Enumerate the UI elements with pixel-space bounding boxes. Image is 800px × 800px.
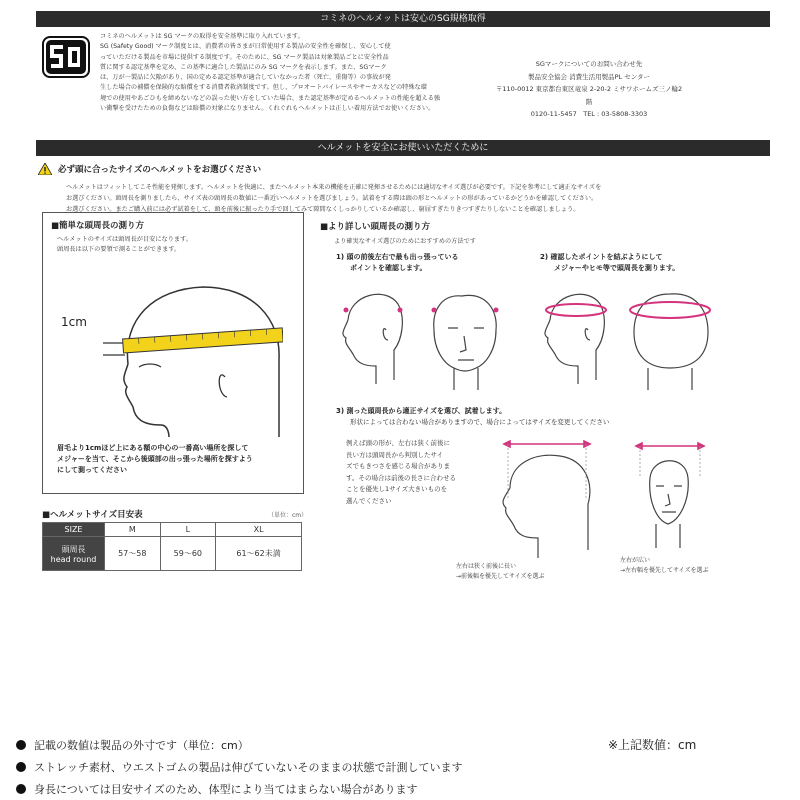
note-text: 記載の数値は製品の外寸です（単位：cm） xyxy=(34,739,249,752)
head-profile-illustration xyxy=(103,259,283,437)
warning-text-line: お選びください。頭周長を測りましたら、サイズ表の頭周長の数値に一番近いヘルメットを選びましょう。試着をする際は頭の形とヘルメットの形があっているかどうかを確認してください。 xyxy=(66,195,598,202)
sg-text-line: っていただける製品を市場に提供する制度です。そのために、SG マーク製品は対象製品ごとに安全性品 xyxy=(100,53,389,61)
simple-sub-line: 頭周長は以下の要領で測ることができます。 xyxy=(57,246,181,253)
step-1-line: ポイントを確認します。 xyxy=(350,264,427,272)
warning-row xyxy=(38,163,261,175)
simple-note-line: にして測ってください xyxy=(57,466,127,474)
simple-subtitle xyxy=(57,235,192,255)
step-3-heads-illustration xyxy=(490,438,740,568)
caption-line: 左右は狭く前後に長い xyxy=(456,563,517,570)
sg-text-line: コミネのヘルメットは SG マークの取得を安全基準に取り入れています。 xyxy=(100,33,304,40)
cm-label: 1cm xyxy=(61,315,87,329)
step-heads-illustration xyxy=(336,280,740,398)
caption-line: 左右が広い xyxy=(620,557,651,564)
warning-icon xyxy=(38,163,52,175)
head-round-label xyxy=(43,537,105,571)
note-item xyxy=(16,778,786,800)
warning-text xyxy=(66,182,746,215)
head-round-l: 59〜60 xyxy=(160,537,216,571)
size-header-l: L xyxy=(160,523,216,537)
size-header-m: M xyxy=(105,523,161,537)
sg-contact xyxy=(494,58,684,121)
bullet-icon xyxy=(16,740,26,750)
sg-text-line: 生した場合の補償を保険的な賠償をする消費者救済制度です。但し、プロオートバイレースやサーカスなどの特殊な環 xyxy=(100,84,427,92)
simple-note-line: 眉毛より1cmほど上にある額の中心の一番高い場所を探して xyxy=(57,444,249,452)
simple-sub-line: ヘルメットのサイズは頭周長が目安になります。 xyxy=(57,236,192,243)
sg-text-line: SG (Safety Good) マーク制度とは、消費者の皆さまが日常使用する製品の安全性を確保し、安心して使 xyxy=(100,43,391,51)
step-3-line: 形状によっては合わない場合がありますので、場合によってはサイズを変更してください xyxy=(350,418,610,426)
head-round-row xyxy=(43,537,302,571)
size-table xyxy=(42,522,302,571)
size-table-title: ■ヘルメットサイズ目安表 xyxy=(42,510,143,520)
safety-banner: ヘルメットを安全にお使いいただくために xyxy=(36,140,770,156)
head-round-m: 57〜58 xyxy=(105,537,161,571)
sg-text-line: い衝撃を受けたための負傷などは賠償の対象になりません。くれぐれもヘルメットは正しい着用方法でお使いください。 xyxy=(100,105,435,113)
note-item xyxy=(16,756,786,778)
simple-measurement-panel xyxy=(42,212,304,494)
caption-line: →前後幅を優先してサイズを選ぶ xyxy=(456,573,545,580)
size-table-unit: （単位：cm） xyxy=(268,512,308,519)
bullet-icon xyxy=(16,762,26,772)
warning-title: 必ず頭に合ったサイズのヘルメットをお選びください xyxy=(58,165,262,175)
simple-title: ■簡単な頭周長の測り方 xyxy=(51,221,145,231)
step-3-note-line: ことを優先し1サイズ大きいものを xyxy=(346,485,448,493)
note-text: 身長については目安サイズのため、体型により当てはまらない場合があります xyxy=(34,783,418,796)
step-3-note xyxy=(346,438,496,507)
step-3 xyxy=(336,406,716,428)
step-3-note-line: 例えば頭の形が、左右は狭く前後に xyxy=(346,439,450,447)
head-round-xl: 61〜62未満 xyxy=(216,537,302,571)
step-3-note-line: 選んでください xyxy=(346,496,392,505)
step-1 xyxy=(336,252,459,274)
caption-wide-head xyxy=(620,556,709,576)
simple-note xyxy=(57,443,297,476)
unit-note: ※上記数値：cm xyxy=(608,738,697,752)
head-round-label-jp: 頭周長 xyxy=(61,544,86,554)
caption-line: →左右幅を優先してサイズを選ぶ xyxy=(620,567,709,574)
caption-narrow-head xyxy=(456,562,545,582)
sg-text-line: は、万が一製品に欠陥があり、国の定める認定基準が適合していなかった者（死亡、重傷等）の事故が発 xyxy=(100,74,391,82)
sg-text-line: 質に関する認定基準を定め、この基準に適合した製品にのみ SG マークを表示します。また、SGマーク xyxy=(100,63,387,71)
step-3-note-line: ズでもきつさを感じる場合がありま xyxy=(346,462,450,470)
sg-banner: コミネのヘルメットは安心のSG規格取得 xyxy=(36,11,770,27)
contact-line: SGマークについてのお問い合わせ先 xyxy=(535,60,643,68)
warning-text-line: ヘルメットはフィットしてこそ性能を発揮します。ヘルメットを快適に、またヘルメット本来の機能を正確に発揮させるためには適切なサイズ選びが必要です。下記を参考にして適正なサイズを xyxy=(66,184,602,191)
sg-logo xyxy=(42,36,90,78)
bullet-icon xyxy=(16,784,26,794)
step-2-line: メジャーやヒモ等で頭周長を測ります。 xyxy=(554,264,680,272)
contact-line: 〒110-0012 東京都台東区竜泉 2-20-2 ミサワホームズ三ノ輪2階 xyxy=(495,85,683,106)
contact-line: 製品安全協会 消費生活用製品PL センター xyxy=(528,72,650,81)
step-1-line: 1) 頭の前後左右で最も出っ張っている xyxy=(336,253,459,261)
step-2 xyxy=(540,252,679,274)
sg-description xyxy=(100,32,460,114)
detailed-title: ■より詳しい頭周長の測り方 xyxy=(320,222,431,232)
sg-text-line: 境での使用やあごひもを締めないなどの誤った使い方をしていた場合、また認定基準が定めるヘルメットの性能を超える強 xyxy=(100,94,441,102)
step-3-note-line: 長い方は頭周長から判別したサイ xyxy=(346,450,444,459)
detailed-subtitle: より確実なサイズ選びのためにおすすめの方法です xyxy=(334,238,476,245)
contact-line: 0120-11-5457 TEL : 03-5808-3303 xyxy=(530,110,648,118)
note-text: ストレッチ素材、ウエストゴムの製品は伸びていないそのままの状態で計測しています xyxy=(34,761,463,774)
size-header-row xyxy=(43,523,302,537)
size-header-xl: XL xyxy=(216,523,302,537)
size-header-label: SIZE xyxy=(43,523,105,537)
warning-text-line: お選びください。またご購入前には必ず試着をして、頭を前後に振ったり手で回してみて隙間なくしっかりしているか確認し、窮屈すぎたりきつすぎたりしないことを確認しましょう。 xyxy=(66,206,580,213)
step-2-line: 2) 確認したポイントを結ぶようにして xyxy=(540,253,663,261)
head-round-label-en: head round xyxy=(50,554,97,564)
simple-note-line: メジャーを当て、そこから後頭部の出っ張った場所を探すよう xyxy=(57,455,253,463)
step-3-note-line: す。その場合は前後の長さに合わせる xyxy=(346,473,456,482)
step-3-line: 3) 測った頭周長から適正サイズを選び、試着します。 xyxy=(336,407,507,415)
